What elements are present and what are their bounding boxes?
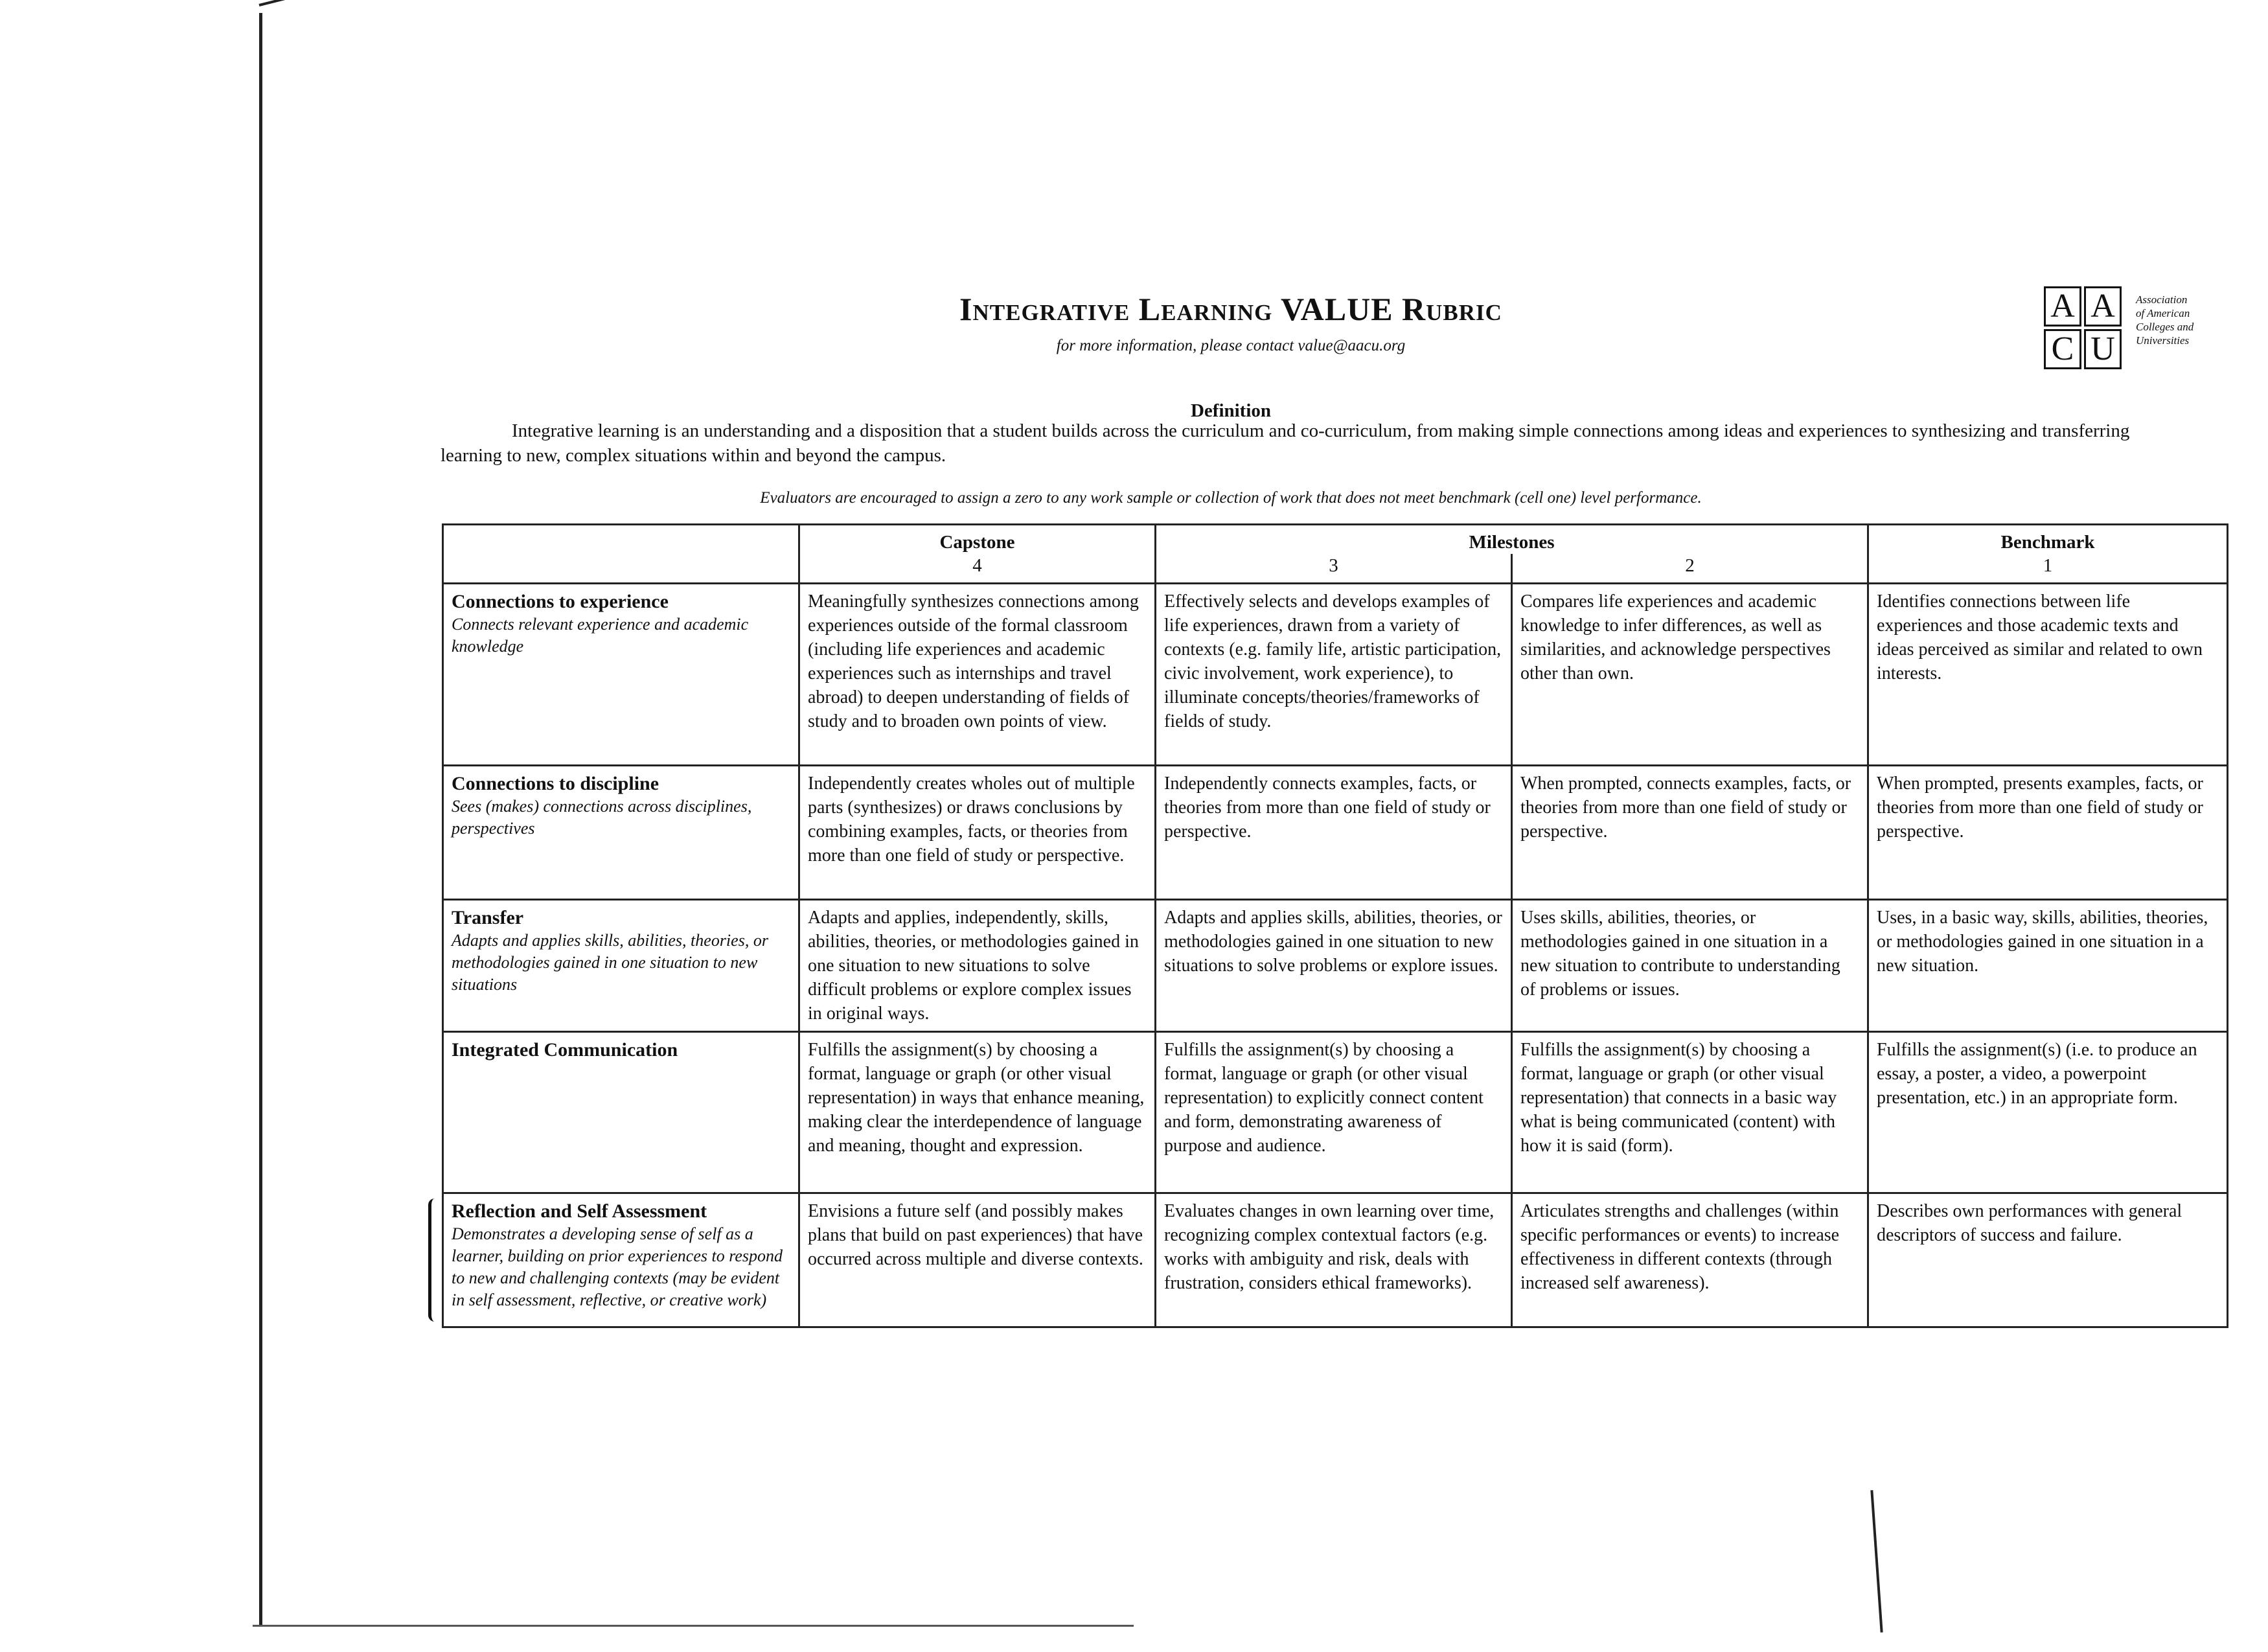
rubric-table — [442, 523, 2228, 1328]
benchmark-header — [1868, 525, 2228, 584]
page-subtitle: for more information, please contact value@aacu.org — [1056, 337, 1406, 354]
criterion-description: Sees (makes) connections across disciplines, perspectives — [452, 797, 752, 838]
rubric-cell: When prompted, connects examples, facts, or theories from more than one field of study or perspective. — [1512, 766, 1868, 900]
rubric-cell: Evaluates changes in own learning over time, recognizing complex contextual factors (e.g. works with ambiguity and risk, deals with frustration, considers ethical frameworks). — [1156, 1193, 1512, 1327]
logo-letter: A — [2044, 286, 2081, 327]
logo-caption-line: Universities — [2136, 334, 2190, 347]
criterion-name: Connections to discipline — [452, 773, 659, 794]
criterion-cell — [443, 584, 799, 766]
benchmark-label: Benchmark — [2000, 532, 2095, 553]
pen-mark — [1870, 1490, 1883, 1633]
rubric-cell: Meaningfully synthesizes connections among experiences outside of the formal classroom (including life experiences and academic experiences such as internships and travel abroad) to deepen understanding of fields of study and to broaden own points of view. — [799, 584, 1156, 766]
rubric-cell: Uses skills, abilities, theories, or methodologies gained in one situation in a new situation to contribute to understanding of problems or issues. — [1512, 900, 1868, 1032]
criterion-name: Connections to experience — [452, 591, 669, 612]
milestone-level: 2 — [1685, 555, 1695, 576]
rubric-cell: Identifies connections between life experiences and those academic texts and ideas perceived as similar and related to own interests. — [1868, 584, 2228, 766]
milestone-2-header — [1512, 554, 1868, 584]
capstone-label: Capstone — [939, 532, 1015, 553]
rubric-cell: Compares life experiences and academic knowledge to infer differences, as well as similarities, and acknowledge perspectives other than own. — [1512, 584, 1868, 766]
criterion-description: Demonstrates a developing sense of self as a learner, building on prior experiences to respond to new and challenging contexts (may be evident in self assessment, reflective, or creative work) — [452, 1224, 783, 1309]
logo-caption-line: Association — [2136, 293, 2188, 306]
table-row — [443, 584, 2228, 766]
logo-caption — [2136, 293, 2207, 347]
milestone-3-header — [1156, 554, 1512, 584]
benchmark-level: 1 — [2043, 555, 2053, 576]
criterion-cell — [443, 1193, 799, 1327]
rubric-cell: Fulfills the assignment(s) by choosing a format, language or graph (or other visual representation) that connects in a basic way what is being communicated (content) with how it is said (form). — [1512, 1032, 1868, 1193]
header-row — [443, 525, 2228, 555]
evaluator-note: Evaluators are encouraged to assign a zero to any work sample or collection of work that does not meet benchmark (cell one) level performance. — [760, 489, 1702, 507]
logo-letter: C — [2044, 329, 2081, 369]
criterion-name: Reflection and Self Assessment — [452, 1200, 707, 1222]
rubric-cell: When prompted, presents examples, facts, or theories from more than one field of study or perspective. — [1868, 766, 2228, 900]
criteria-header — [443, 525, 799, 584]
logo-letter: U — [2084, 329, 2122, 369]
criterion-description: Connects relevant experience and academic knowledge — [452, 615, 749, 656]
rubric-cell: Independently connects examples, facts, or theories from more than one field of study or perspective. — [1156, 766, 1512, 900]
rubric-cell: Fulfills the assignment(s) by choosing a format, language or graph (or other visual representation) in ways that enhance meaning, making clear the interdependence of language and meaning, thought and expression. — [799, 1032, 1156, 1193]
logo-caption-line: of American — [2136, 307, 2190, 319]
milestones-header: Milestones — [1156, 525, 1868, 555]
table-row — [443, 900, 2228, 1032]
table-row — [443, 766, 2228, 900]
capstone-level: 4 — [972, 555, 982, 576]
milestone-level: 3 — [1329, 555, 1338, 576]
criterion-cell — [443, 900, 799, 1032]
rubric-cell: Adapts and applies, independently, skills, abilities, theories, or methodologies gained in one situation to new situations to solve difficult problems or explore complex issues in original ways. — [799, 900, 1156, 1032]
rubric-cell: Independently creates wholes out of multiple parts (synthesizes) or draws conclusions by combining examples, facts, or theories from more than one field of study or perspective. — [799, 766, 1156, 900]
rubric-cell: Effectively selects and develops examples of life experiences, drawn from a variety of contexts (e.g. family life, artistic participation, civic involvement, work experience), to illuminate concepts/theories/frameworks of fields of study. — [1156, 584, 1512, 766]
scan-edge-left — [259, 13, 262, 1626]
rubric-cell: Envisions a future self (and possibly makes plans that build on past experiences) that have occurred across multiple and diverse contexts. — [799, 1193, 1156, 1327]
rubric-cell: Articulates strengths and challenges (within specific performances or events) to increase effectiveness in different contexts (through increased self awareness). — [1512, 1193, 1868, 1327]
definition-text: Integrative learning is an understanding and a disposition that a student builds across the curriculum and co-curriculum, from making simple connections among ideas and experiences to synthesizing and transferring learning to new, complex situations within and beyond the campus. — [441, 420, 2130, 466]
criterion-cell — [443, 766, 799, 900]
rubric-cell: Uses, in a basic way, skills, abilities, theories, or methodologies gained in one situation in a new situation. — [1868, 900, 2228, 1032]
criterion-cell — [443, 1032, 799, 1193]
aacu-logo — [2044, 286, 2209, 371]
rubric-cell: Adapts and applies skills, abilities, theories, or methodologies gained in one situation to new situations to solve problems or explore issues. — [1156, 900, 1512, 1032]
scan-corner-mark — [259, 0, 289, 6]
criterion-description: Adapts and applies skills, abilities, theories, or methodologies gained in one situation to new situations — [452, 931, 768, 994]
scan-edge-bottom — [253, 1625, 1134, 1627]
criterion-name: Integrated Communication — [452, 1039, 678, 1061]
table-row — [443, 1032, 2228, 1193]
logo-letter: A — [2084, 286, 2122, 327]
rubric-cell: Fulfills the assignment(s) (i.e. to produce an essay, a poster, a video, a powerpoint presentation, etc.) in an appropriate form. — [1868, 1032, 2228, 1193]
logo-caption-line: Colleges and — [2136, 321, 2194, 333]
rubric-cell: Describes own performances with general descriptors of success and failure. — [1868, 1193, 2228, 1327]
capstone-header — [799, 525, 1156, 584]
table-row — [443, 1193, 2228, 1327]
handwritten-bracket — [428, 1199, 441, 1322]
page-title: Integrative Learning VALUE Rubric — [959, 291, 1502, 327]
criterion-name: Transfer — [452, 907, 524, 928]
rubric-cell: Fulfills the assignment(s) by choosing a format, language or graph (or other visual representation) to explicitly connect content and form, demonstrating awareness of purpose and audience. — [1156, 1032, 1512, 1193]
definition-heading: Definition — [1190, 400, 1272, 421]
